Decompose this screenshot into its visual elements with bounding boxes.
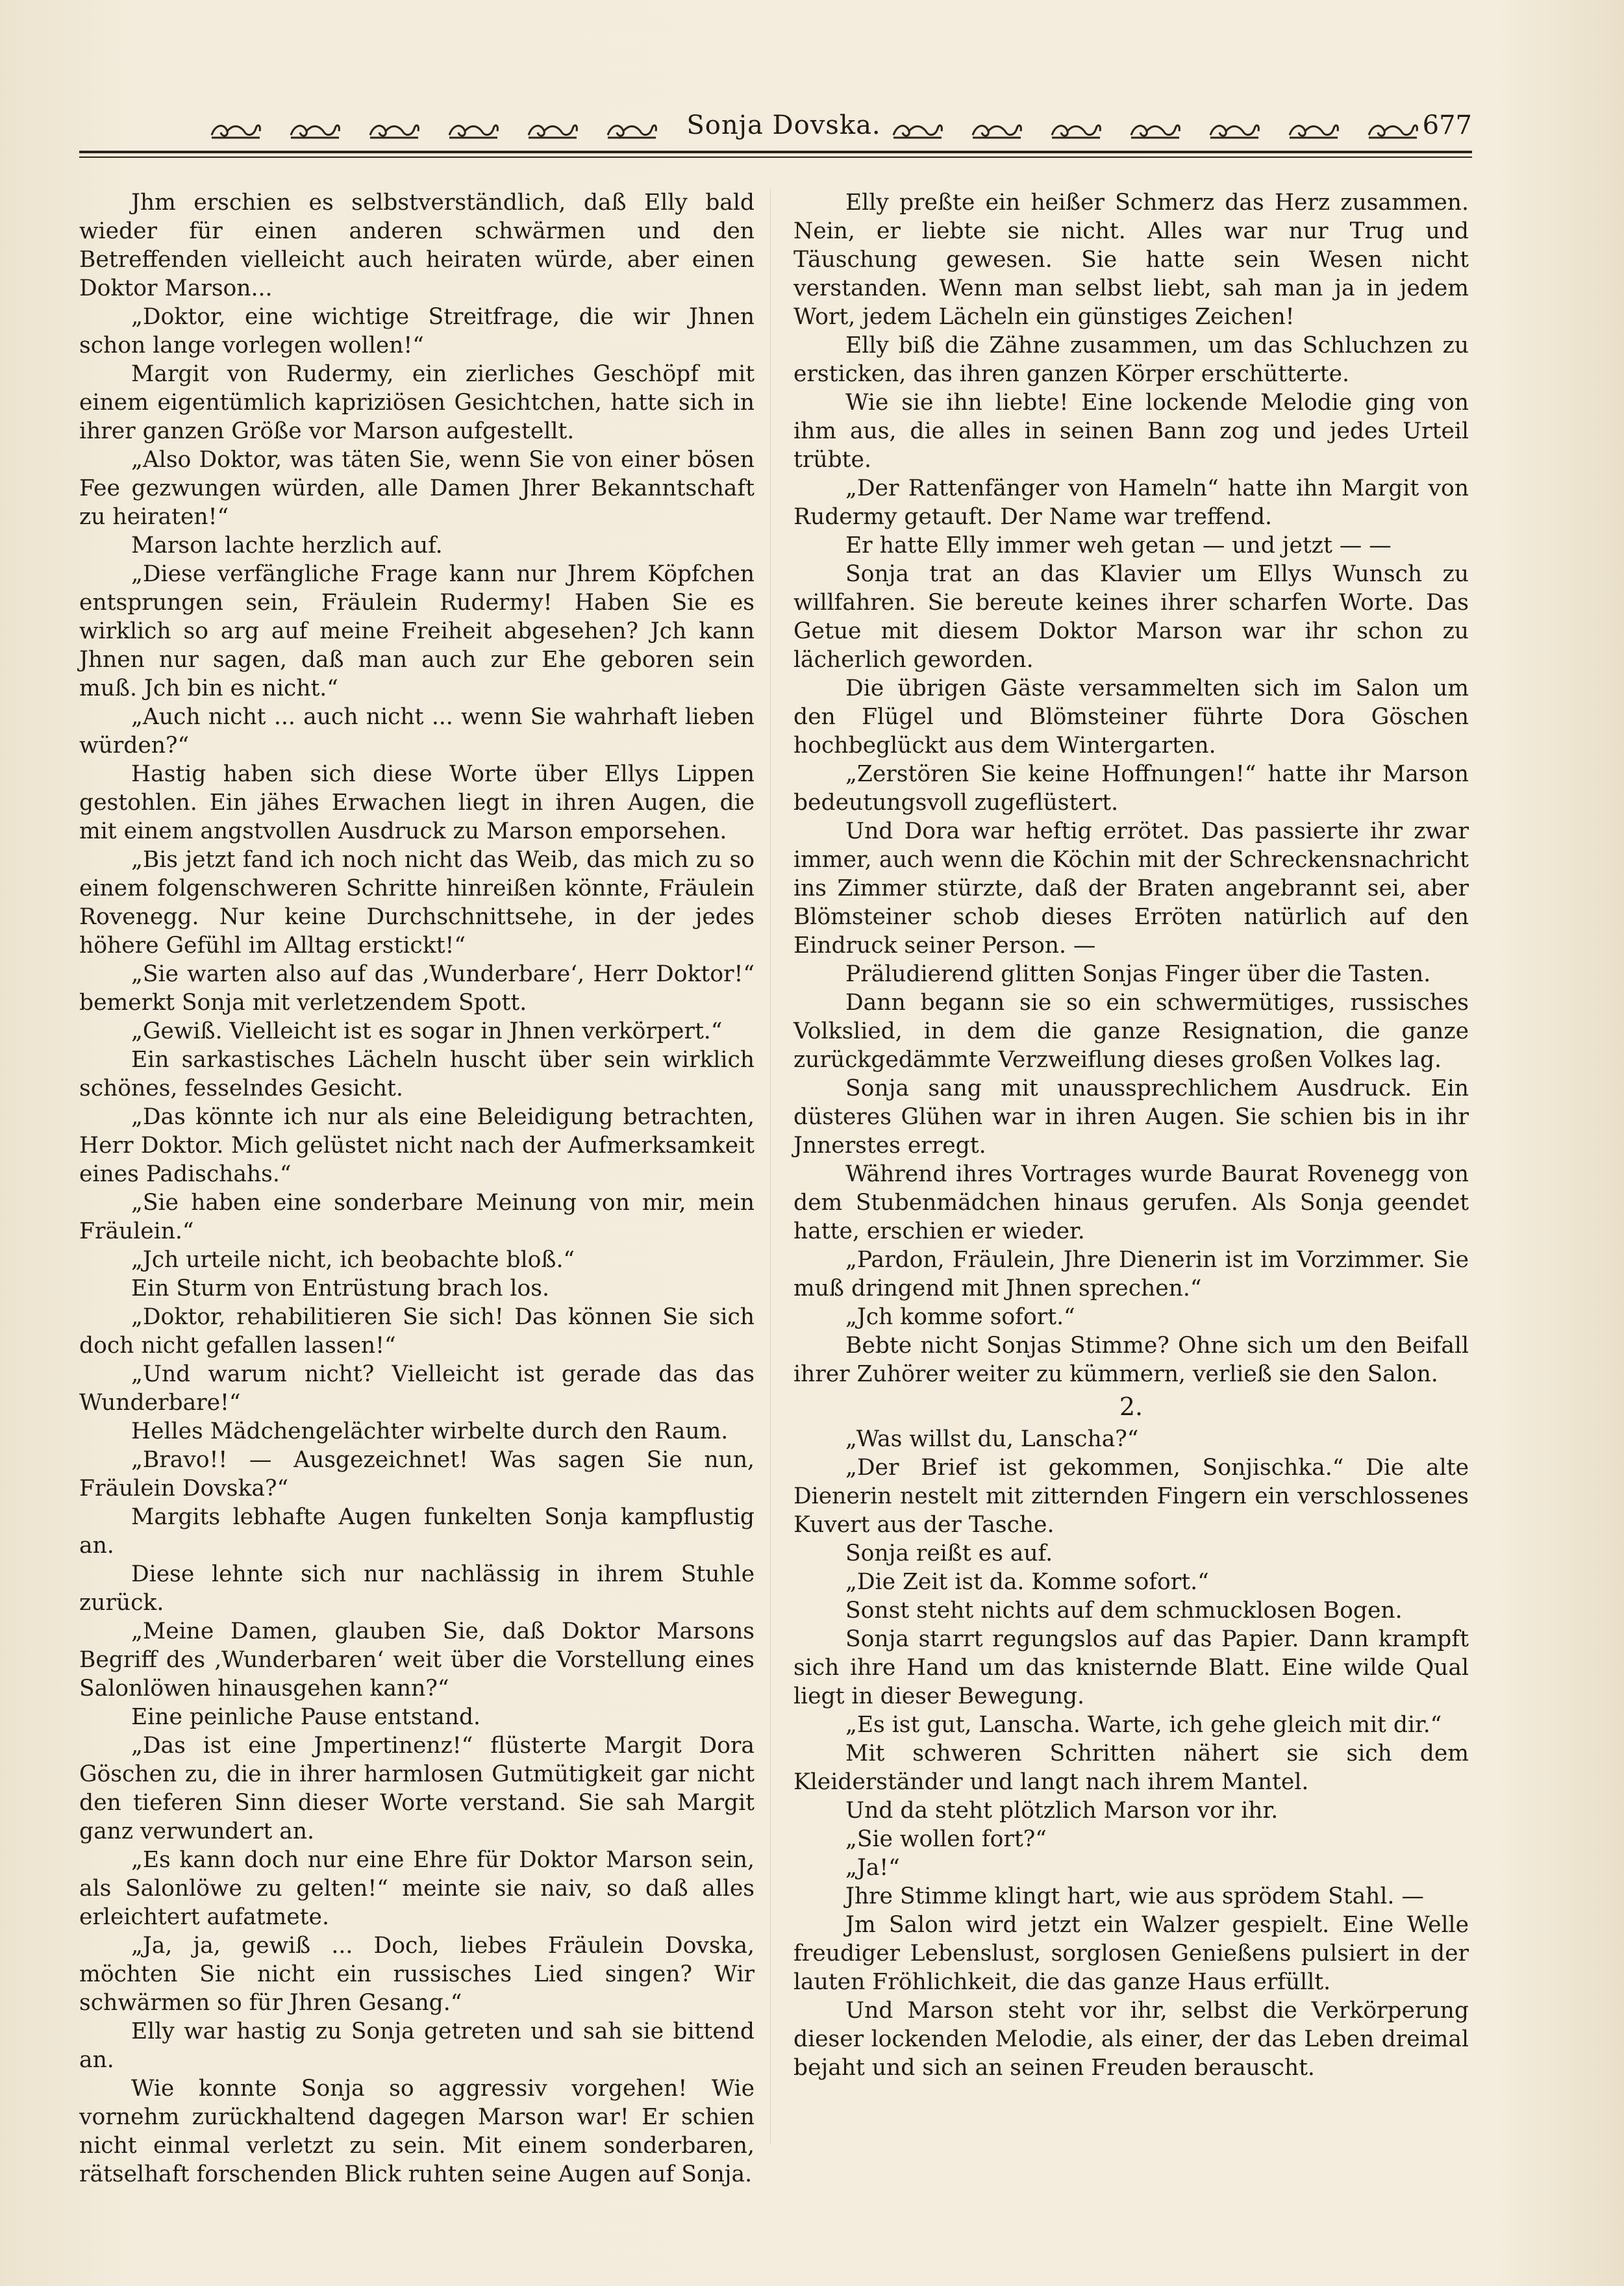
scroll-ornament-icon	[605, 118, 658, 142]
scroll-ornament-icon	[288, 118, 342, 142]
paragraph: „Auch nicht ... auch nicht ... wenn Sie wahrhaft lieben würden?“	[79, 704, 755, 759]
paragraph: „Und warum nicht? Vielleicht ist gerade das das Wunderbare!“	[79, 1361, 755, 1416]
paragraph: „Gewiß. Vielleicht ist es sogar in Jhnen verkörpert.“	[131, 1018, 723, 1044]
header-rule-thin	[79, 157, 1472, 158]
paragraph: „Ja!“	[845, 1855, 900, 1881]
paragraph: „Der Rattenfänger von Hameln“ hatte ihn Margit von Rudermy getauft. Der Name war treffend.	[793, 475, 1469, 530]
paragraph: „Es kann doch nur eine Ehre für Doktor Marson sein, als Salonlöwe zu gelten!“ meinte sie naiv, so daß alles erleichtert aufatmete.	[79, 1847, 755, 1930]
paragraph: „Das könnte ich nur als eine Beleidigung betrachten, Herr Doktor. Mich gelüstet nicht nach der Aufmerksamkeit eines Padischahs.“	[79, 1104, 755, 1187]
paragraph: „Bis jetzt fand ich noch nicht das Weib, das mich zu so einem folgenschweren Schritte hinreißen könnte, Fräulein Rovenegg. Nur keine Durchschnittsehe, in der jedes höhere Gefühl im Alltag erstickt!“	[79, 847, 755, 959]
paragraph: „Jch urteile nicht, ich beobachte bloß.“	[131, 1247, 575, 1273]
paragraph: Sonja sang mit unaussprechlichem Ausdruck. Ein düsteres Glühen war in ihren Augen. Sie schien bis in ihr Jnnerstes erregt.	[793, 1075, 1469, 1159]
scroll-ornament-icon	[970, 118, 1023, 142]
paragraph: „Also Doktor, was täten Sie, wenn Sie von einer bösen Fee gezwungen würden, alle Damen Jhrer Bekanntschaft zu heiraten!“	[79, 447, 755, 530]
paragraph: Helles Mädchengelächter wirbelte durch den Raum.	[131, 1418, 729, 1444]
paragraph: „Pardon, Fräulein, Jhre Dienerin ist im Vorzimmer. Sie muß dringend mit Jhnen sprechen.“	[793, 1247, 1469, 1301]
paragraph: Wie sie ihn liebte! Eine lockende Melodie ging von ihm aus, die alles in seinen Bann zog und jedes Urteil trübte.	[793, 390, 1469, 473]
paragraph: Dann begann sie so ein schwermütiges, russisches Volkslied, in dem die ganze Resignation, die ganze zurückgedämmte Verzweiflung dieses großen Volkes lag.	[793, 990, 1469, 1073]
paragraph: „Diese verfängliche Frage kann nur Jhrem Köpfchen entsprungen sein, Fräulein Rudermy! Haben Sie es wirklich so arg auf meine Freiheit abgesehen? Jch kann Jhnen nur sagen, daß man auch zur Ehe geboren sein muß. Jch bin es nicht.“	[79, 561, 755, 701]
text-column-left	[79, 188, 755, 2189]
column-divider	[770, 188, 771, 2143]
paragraph: Jm Salon wird jetzt ein Walzer gespielt. Eine Welle freudiger Lebenslust, sorglosen Genießens pulsiert in der lauten Fröhlichkeit, die das ganze Haus erfüllt.	[793, 1912, 1469, 1995]
paragraph: „Doktor, eine wichtige Streitfrage, die wir Jhnen schon lange vorlegen wollen!“	[79, 304, 755, 358]
paragraph: Bebte nicht Sonjas Stimme? Ohne sich um den Beifall ihrer Zuhörer weiter zu kümmern, verließ sie den Salon.	[793, 1333, 1469, 1387]
paragraph: „Ja, ja, gewiß ... Doch, liebes Fräulein Dovska, möchten Sie nicht ein russisches Lied singen? Wir schwärmen so für Jhren Gesang.“	[79, 1933, 755, 2016]
scroll-ornament-icon	[447, 118, 500, 142]
paragraph: „Zerstören Sie keine Hoffnungen!“ hatte ihr Marson bedeutungsvoll zugeflüstert.	[793, 761, 1469, 816]
paragraph: Die übrigen Gäste versammelten sich im Salon um den Flügel und Blömsteiner führte Dora Göschen hochbeglückt aus dem Wintergarten.	[793, 675, 1469, 759]
scroll-ornament-icon	[526, 118, 579, 142]
paragraph: Wie konnte Sonja so aggressiv vorgehen! Wie vornehm zurückhaltend dagegen Marson war! Er schien nicht einmal verletzt zu sein. Mit einem sonderbaren, rätselhaft forschenden Blick ruhten seine Augen auf Sonja.	[79, 2076, 755, 2187]
paragraph: Er hatte Elly immer weh getan — und jetzt — —	[845, 533, 1392, 559]
paragraph: Jhre Stimme klingt hart, wie aus sprödem Stahl. —	[845, 1883, 1424, 1909]
paragraph: Ein Sturm von Entrüstung brach los.	[131, 1275, 549, 1301]
scroll-ornament-icon	[1049, 118, 1103, 142]
paragraph: Margits lebhafte Augen funkelten Sonja kampflustig an.	[79, 1504, 755, 1559]
paragraph: Jhm erschien es selbstverständlich, daß Elly bald wieder für einen anderen schwärmen und den Betreffenden vielleicht auch heiraten würde, aber einen Doktor Marson...	[79, 190, 755, 301]
paragraph: Sonja trat an das Klavier um Ellys Wunsch zu willfahren. Sie bereute keines ihrer scharfen Worte. Das Getue mit diesem Doktor Marson war ihr schon zu lächerlich geworden.	[793, 561, 1469, 673]
paragraph: Sonja starrt regungslos auf das Papier. Dann krampft sich ihre Hand um das knisternde Blatt. Eine wilde Qual liegt in dieser Bewegung.	[793, 1626, 1469, 1709]
paragraph: „Die Zeit ist da. Komme sofort.“	[845, 1569, 1209, 1595]
paragraph: Ein sarkastisches Lächeln huscht über sein wirklich schönes, fesselndes Gesicht.	[79, 1047, 755, 1101]
paragraph: „Was willst du, Lanscha?“	[845, 1426, 1139, 1452]
paragraph: Mit schweren Schritten nähert sie sich dem Kleiderständer und langt nach ihrem Mantel.	[793, 1740, 1469, 1795]
paragraph: „Bravo!! — Ausgezeichnet! Was sagen Sie nun, Fräulein Dovska?“	[79, 1447, 755, 1501]
scroll-ornament-icon	[891, 118, 944, 142]
paragraph: „Sie warten also auf das ‚Wunderbare‘, Herr Doktor!“ bemerkt Sonja mit verletzendem Spott.	[79, 961, 755, 1016]
paragraph: Hastig haben sich diese Worte über Ellys Lippen gestohlen. Ein jähes Erwachen liegt in ihren Augen, die mit einem angstvollen Ausdruck zu Marson emporsehen.	[79, 761, 755, 844]
paragraph: Marson lachte herzlich auf.	[131, 533, 443, 559]
header-title: Sonja Dovska.	[686, 110, 881, 140]
scroll-ornament-icon	[1366, 118, 1419, 142]
scroll-ornament-icon	[1287, 118, 1340, 142]
section-number: 2.	[1119, 1392, 1143, 1421]
paragraph: Elly war hastig zu Sonja getreten und sah sie bittend an.	[79, 2018, 755, 2073]
paragraph: Elly preßte ein heißer Schmerz das Herz zusammen. Nein, er liebte sie nicht. Alles war nur Trug und Täuschung gewesen. Sie hatte sein Wesen nicht verstanden. Wenn man selbst liebt, sah man ja in jedem Wort, jedem Lächeln ein günstiges Zeichen!	[793, 190, 1469, 330]
paragraph: Und Dora war heftig errötet. Das passierte ihr zwar immer, auch wenn die Köchin mit der Schreckensnachricht ins Zimmer stürzte, daß der Braten angebrannt sei, aber Blömsteiner schob dieses Erröten natürlich auf den Eindruck seiner Person. —	[793, 818, 1469, 959]
scroll-ornament-icon	[368, 118, 421, 142]
paragraph: Elly biß die Zähne zusammen, um das Schluchzen zu ersticken, das ihren ganzen Körper erschütterte.	[793, 333, 1469, 387]
paragraph: Eine peinliche Pause entstand.	[131, 1704, 481, 1730]
paragraph: „Doktor, rehabilitieren Sie sich! Das können Sie sich doch nicht gefallen lassen!“	[79, 1304, 755, 1359]
paragraph: „Meine Damen, glauben Sie, daß Doktor Marsons Begriff des ‚Wunderbaren‘ weit über die Vorstellung eines Salonlöwen hinausgehen kann?“	[79, 1618, 755, 1702]
header-ornaments-left	[209, 118, 658, 142]
paragraph: „Es ist gut, Lanscha. Warte, ich gehe gleich mit dir.“	[845, 1712, 1442, 1738]
running-header	[79, 104, 1472, 156]
paragraph: „Der Brief ist gekommen, Sonjischka.“ Die alte Dienerin nestelt mit zitternden Fingern ein verschlossenes Kuvert aus der Tasche.	[793, 1455, 1469, 1538]
paragraph: Und Marson steht vor ihr, selbst die Verkörperung dieser lockenden Melodie, als einer, der das Leben dreimal bejaht und sich an seinen Freuden berauscht.	[793, 1998, 1469, 2081]
paragraph: „Jch komme sofort.“	[845, 1304, 1075, 1330]
paragraph: „Sie haben eine sonderbare Meinung von mir, mein Fräulein.“	[79, 1190, 755, 1244]
paragraph: „Das ist eine Jmpertinenz!“ flüsterte Margit Dora Göschen zu, die in ihrer harmlosen Gutmütigkeit gar nicht den tieferen Sinn dieser Worte verstand. Sie sah Margit ganz verwundert an.	[79, 1733, 755, 1844]
paragraph: Sonst steht nichts auf dem schmucklosen Bogen.	[845, 1598, 1403, 1624]
scroll-ornament-icon	[1208, 118, 1261, 142]
paragraph: Diese lehnte sich nur nachlässig in ihrem Stuhle zurück.	[79, 1561, 755, 1616]
header-ornaments-right	[891, 118, 1419, 142]
paragraph: Präludierend glitten Sonjas Finger über die Tasten.	[845, 961, 1431, 987]
paragraph: Während ihres Vortrages wurde Baurat Rovenegg von dem Stubenmädchen hinaus gerufen. Als Sonja geendet hatte, erschien er wieder.	[793, 1161, 1469, 1244]
paragraph: Und da steht plötzlich Marson vor ihr.	[845, 1798, 1279, 1824]
paragraph: Sonja reißt es auf.	[845, 1540, 1053, 1566]
text-column-right	[793, 188, 1469, 2082]
page-number: 677	[1422, 110, 1472, 140]
scroll-ornament-icon	[209, 118, 262, 142]
paragraph: Margit von Rudermy, ein zierliches Geschöpf mit einem eigentümlich kapriziösen Gesichtchen, hatte sich in ihrer ganzen Größe vor Marson aufgestellt.	[79, 361, 755, 444]
header-rule-thick	[79, 151, 1472, 153]
paragraph: „Sie wollen fort?“	[845, 1826, 1047, 1852]
scroll-ornament-icon	[1129, 118, 1182, 142]
